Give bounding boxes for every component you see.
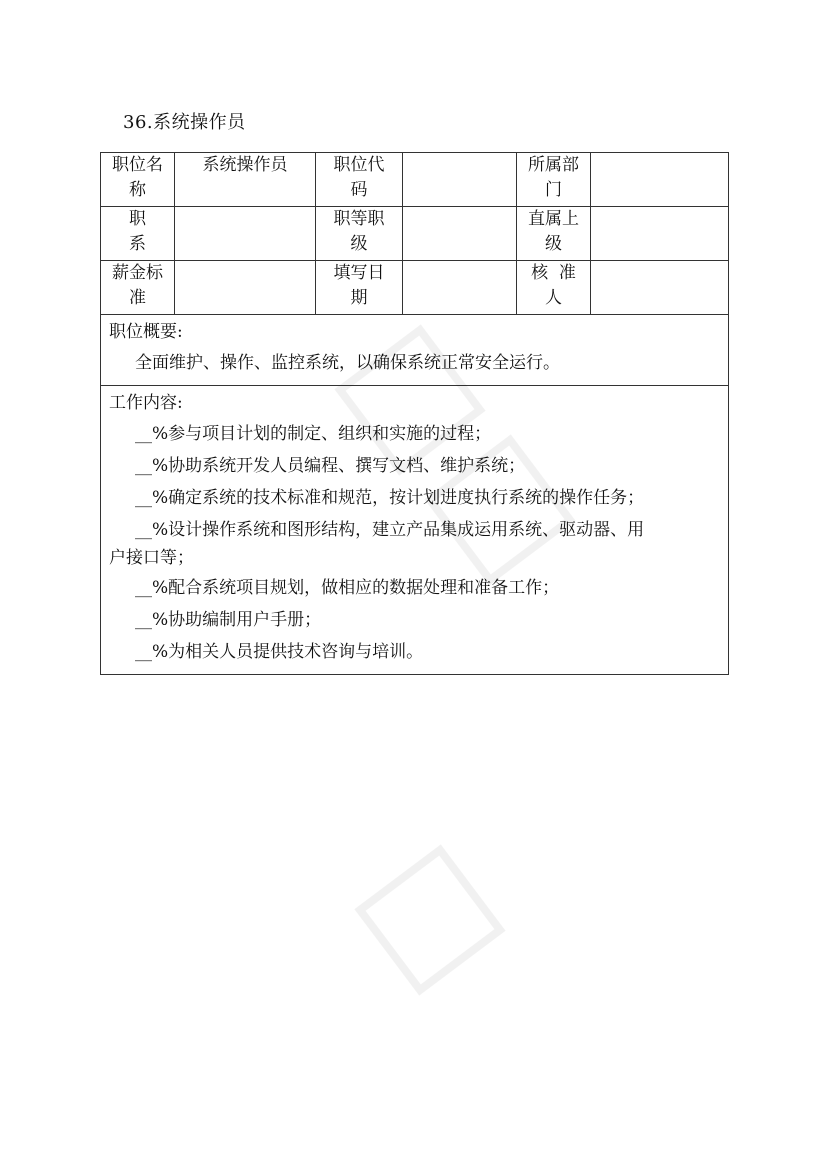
position-name-value: 系统操作员 bbox=[175, 153, 316, 207]
job-series-value bbox=[175, 207, 316, 261]
list-item: __%设计操作系统和图形结构，建立产品集成运用系统、驱动器、用 bbox=[135, 520, 645, 540]
table-row bbox=[101, 261, 729, 315]
job-description-table bbox=[100, 152, 729, 675]
fill-date-label: 填写日 期 bbox=[316, 261, 403, 315]
approver-label: 核 准 人 bbox=[517, 261, 591, 315]
job-grade-label: 职等职 级 bbox=[316, 207, 403, 261]
position-code-label: 职位代 码 bbox=[316, 153, 403, 207]
content-row bbox=[101, 386, 729, 675]
salary-standard-value bbox=[175, 261, 316, 315]
list-item: __%参与项目计划的制定、组织和实施的过程； bbox=[135, 424, 492, 444]
direct-supervisor-label: 直属上 级 bbox=[517, 207, 591, 261]
direct-supervisor-value bbox=[591, 207, 729, 261]
position-name-label: 职位名 称 bbox=[101, 153, 175, 207]
table-row bbox=[101, 207, 729, 261]
list-item: __%配合系统项目规划，做相应的数据处理和准备工作； bbox=[135, 578, 560, 598]
list-item: __%为相关人员提供技术咨询与培训。 bbox=[135, 642, 424, 662]
approver-value bbox=[591, 261, 729, 315]
list-item: __%确定系统的技术标准和规范，按计划进度执行系统的操作任务； bbox=[135, 488, 645, 508]
content-title: 工作内容: bbox=[109, 393, 183, 413]
fill-date-value bbox=[403, 261, 517, 315]
department-label: 所属部 门 bbox=[517, 153, 591, 207]
content-cell bbox=[101, 386, 729, 675]
table-row bbox=[101, 153, 729, 207]
page-title: 36.系统操作员 bbox=[123, 112, 246, 133]
position-code-value bbox=[403, 153, 517, 207]
list-item: __%协助系统开发人员编程、撰写文档、维护系统； bbox=[135, 456, 526, 476]
list-item-continuation: 户接口等； bbox=[109, 548, 194, 568]
job-series-label: 职 系 bbox=[101, 207, 175, 261]
department-value bbox=[591, 153, 729, 207]
summary-text: 全面维护、操作、监控系统，以确保系统正常安全运行。 bbox=[135, 353, 560, 373]
summary-title: 职位概要: bbox=[109, 322, 183, 342]
summary-cell bbox=[101, 315, 729, 386]
job-grade-value bbox=[403, 207, 517, 261]
summary-row bbox=[101, 315, 729, 386]
list-item: __%协助编制用户手册； bbox=[135, 610, 322, 630]
salary-standard-label: 薪金标 准 bbox=[101, 261, 175, 315]
